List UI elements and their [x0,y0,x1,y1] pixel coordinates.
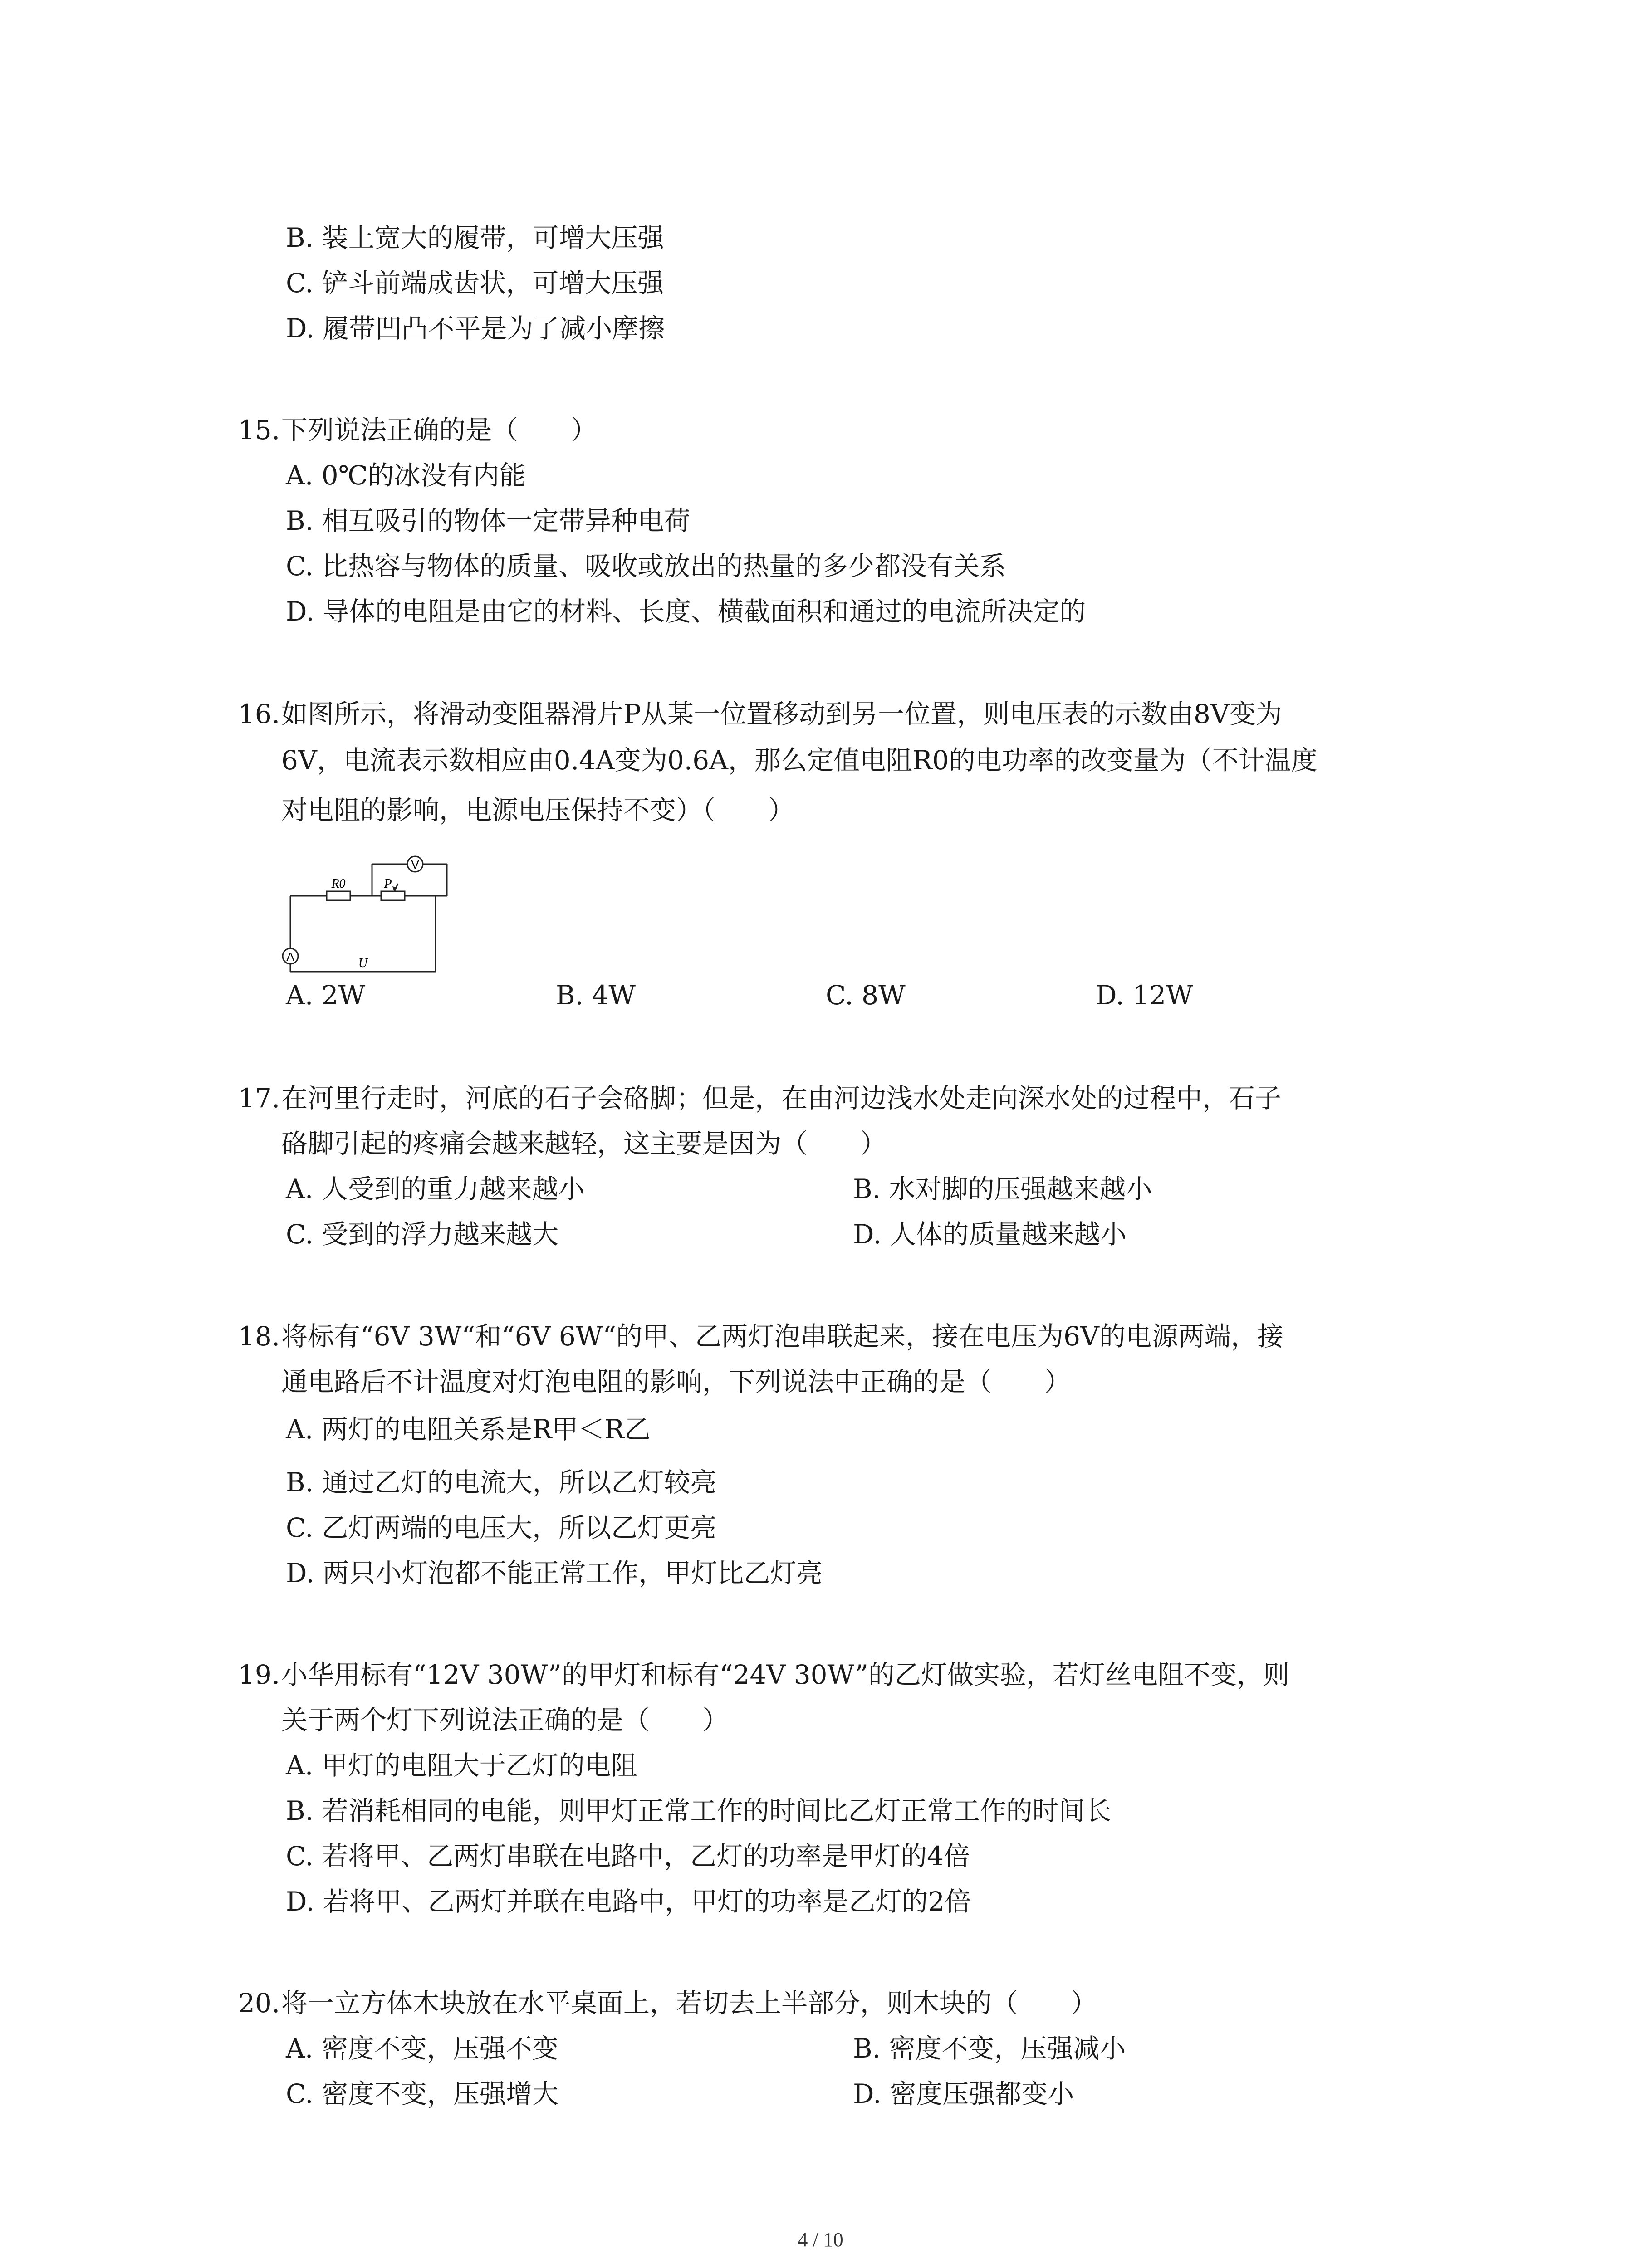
q16-option-c: C. 8W [826,980,906,1011]
label-u: U [358,956,368,970]
circuit-diagram [279,853,488,980]
q19-number: 19. [238,1659,280,1690]
q18-option-a: A. 两灯的电阻关系是R甲＜R乙 [286,1414,651,1445]
q17-stem-line-2: 硌脚引起的疼痛会越来越轻，这主要是因为（ ） [281,1128,887,1159]
q14-option-c: C. 铲斗前端成齿状，可增大压强 [286,268,664,298]
q19-stem-line-1: 小华用标有“12V 30W”的甲灯和标有“24V 30W”的乙灯做实验，若灯丝电阻不变，则 [281,1659,1289,1690]
q15-option-b: B. 相互吸引的物体一定带异种电荷 [286,505,691,536]
q20-option-b: B. 密度不变，压强减小 [853,2033,1126,2064]
q17-option-c: C. 受到的浮力越来越大 [286,1219,559,1250]
q16-stem-line-1: 如图所示，将滑动变阻器滑片P从某一位置移动到另一位置，则电压表的示数由8V变为 [281,699,1282,729]
q18-stem-line-2: 通电路后不计温度对灯泡电阻的影响，下列说法中正确的是（ ） [281,1366,1071,1397]
q19-option-d: D. 若将甲、乙两灯并联在电路中，甲灯的功率是乙灯的2倍 [286,1886,971,1917]
q18-stem-line-1: 将标有“6V 3W“和“6V 6W“的甲、乙两灯泡串联起来，接在电压为6V的电源两端，接 [281,1321,1283,1352]
q17-stem-line-1: 在河里行走时，河底的石子会硌脚；但是，在由河边浅水处走向深水处的过程中，石子 [281,1083,1282,1114]
q19-stem-line-2: 关于两个灯下列说法正确的是（ ） [281,1705,729,1735]
q19-option-a: A. 甲灯的电阻大于乙灯的电阻 [286,1750,637,1781]
q17-number: 17. [238,1083,280,1114]
q20-option-d: D. 密度压强都变小 [853,2078,1074,2109]
q18-number: 18. [238,1321,280,1352]
q20-option-c: C. 密度不变，压强增大 [286,2078,559,2109]
q15-option-c: C. 比热容与物体的质量、吸收或放出的热量的多少都没有关系 [286,551,1006,582]
page-number: 4 / 10 [798,2229,843,2251]
rheostat [381,891,405,900]
q16-stem-line-2: 6V，电流表示数相应由0.4A变为0.6A，那么定值电阻R0的电功率的改变量为（不计温度 [281,745,1318,776]
q20-option-a: A. 密度不变，压强不变 [286,2033,558,2064]
q20-number: 20. [238,1988,280,2019]
q15-stem: 下列说法正确的是（ ） [281,415,598,445]
q18-option-d: D. 两只小灯泡都不能正常工作，甲灯比乙灯亮 [286,1558,823,1589]
label-p: P [384,877,392,891]
label-a: A [286,950,294,963]
q16-number: 16. [238,699,280,729]
q16-option-d: D. 12W [1096,980,1193,1011]
q18-option-c: C. 乙灯两端的电压大，所以乙灯更亮 [286,1512,717,1543]
q19-option-b: B. 若消耗相同的电能，则甲灯正常工作的时间比乙灯正常工作的时间长 [286,1795,1112,1826]
q17-option-d: D. 人体的质量越来越小 [853,1219,1127,1250]
q16-option-b: B. 4W [556,980,636,1011]
q17-option-a: A. 人受到的重力越来越小 [286,1173,585,1204]
q18-option-b: B. 通过乙灯的电流大，所以乙灯较亮 [286,1467,717,1498]
q16-option-a: A. 2W [286,980,366,1011]
q15-number: 15. [238,415,280,445]
q17-option-b: B. 水对脚的压强越来越小 [853,1173,1152,1204]
q16-stem-line-3: 对电阻的影响，电源电压保持不变）（ ） [281,795,795,826]
q20-stem: 将一立方体木块放在水平桌面上，若切去上半部分，则木块的（ ） [281,1988,1097,2019]
q14-option-b: B. 装上宽大的履带，可增大压强 [286,222,664,253]
label-v: V [411,858,419,871]
label-r0: R0 [331,877,346,891]
q14-option-d: D. 履带凹凸不平是为了减小摩擦 [286,313,665,344]
q19-option-c: C. 若将甲、乙两灯串联在电路中，乙灯的功率是甲灯的4倍 [286,1841,970,1872]
resistor-r0 [327,891,350,900]
q15-option-a: A. 0℃的冰没有内能 [286,460,526,491]
q15-option-d: D. 导体的电阻是由它的材料、长度、横截面积和通过的电流所决定的 [286,596,1086,627]
